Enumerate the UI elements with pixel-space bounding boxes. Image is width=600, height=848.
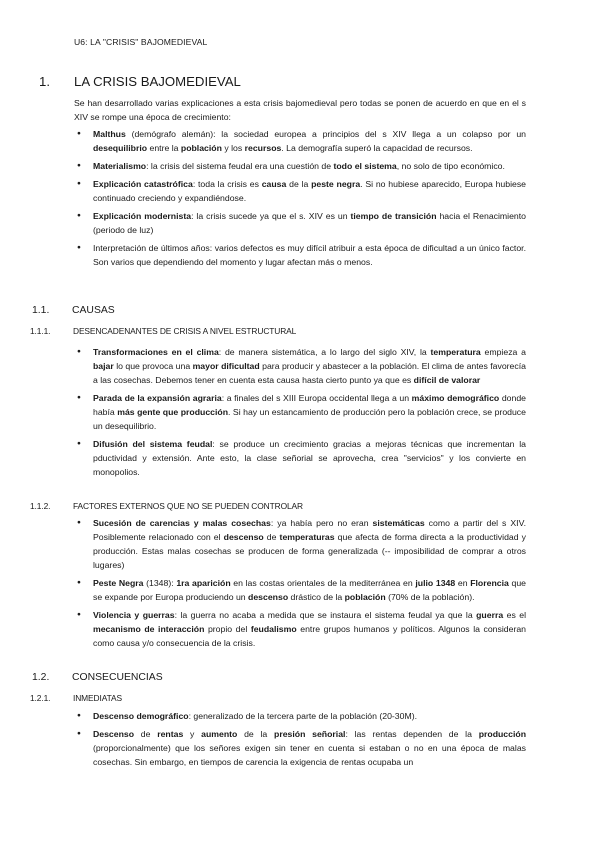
- external-factors-list: [93, 516, 526, 654]
- section-number: 1.1.1.: [30, 326, 51, 336]
- section-heading-1-2-1: [30, 693, 122, 703]
- section-heading-1-1-2: [30, 501, 303, 511]
- list-item: ● Sucesión de carencias y malas cosechas: ya había pero no eran sistemáticas como a partir del s XIV. Posiblemente relacionado con el descenso de temperaturas que afecta de forma directa a la productividad y producción. Estas malas cosechas se producen de forma generalizada (-- imposibilidad de comprar a otros lugares): [93, 516, 526, 572]
- list-item: ● Descenso de rentas y aumento de la presión señorial: las rentas dependen de la producción (proporcionalmente) que los señores exigen sin tener en cuenta si estaban o no en una época de malas cosechas. Sin embargo, en tiempos de carencia la exigencia de rentas ocupaba un: [93, 727, 526, 769]
- list-item: ● Explicación catastrófica: toda la crisis es causa de la peste negra. Si no hubiese aparecido, Europa hubiese continuado creciendo y expandiéndose.: [93, 177, 526, 205]
- list-item: ● Malthus (demógrafo alemán): la sociedad europea a principios del s XIV llega a un colapso por un desequilibrio entre la población y los recursos. La demografía superó la capacidad de recursos.: [93, 127, 526, 155]
- section-heading-1-1: [32, 305, 115, 316]
- section-title: DESENCADENANTES DE CRISIS A NIVEL ESTRUCTURAL: [73, 326, 297, 336]
- page-header: U6: LA "CRISIS" BAJOMEDIEVAL: [74, 37, 208, 47]
- section-number: 1.2.1.: [30, 693, 51, 703]
- section-number: 1.1.: [32, 305, 50, 316]
- structural-causes-list: [93, 345, 526, 483]
- list-item: ● Explicación modernista: la crisis sucede ya que el s. XIV es un tiempo de transición hacia el Renacimiento (periodo de luz): [93, 209, 526, 237]
- intro-paragraph: Se han desarrollado varias explicaciones a esta crisis bajomedieval pero todas se ponen de acuerdo en que en el s XIV se rompe una época de crecimiento:: [74, 98, 526, 122]
- section-number: 1.1.2.: [30, 501, 51, 511]
- section-heading-1-2: [32, 672, 163, 683]
- list-item: ● Descenso demográfico: generalizado de la tercera parte de la población (20-30M).: [93, 709, 526, 723]
- list-item: ● Interpretación de últimos años: varios defectos es muy difícil atribuir a esta época de dificultad a un único factor. Son varios que dependiendo del momento y lugar afectan más o menos.: [93, 241, 526, 269]
- list-item: ● Violencia y guerras: la guerra no acaba a medida que se instaura el sistema feudal ya que la guerra es el mecanismo de interacción propio del feudalismo entre grupos humanos y políticos. Algunos la consideran como causa y/o consecuencia de la crisis.: [93, 608, 526, 650]
- list-item: ● Difusión del sistema feudal: se produce un crecimiento gracias a mejoras técnicas que incrementan la pductividad y extensión. Ante esto, la clase señorial se aprovecha, crea "servicios" y los convierte en monopolios.: [93, 437, 526, 479]
- section-title: CAUSAS: [72, 305, 115, 316]
- list-item: ● Peste Negra (1348): 1ra aparición en las costas orientales de la mediterránea en julio 1348 en Florencia que se expande por Europa produciendo un descenso drástico de la población (70% de la población).: [93, 576, 526, 604]
- section-title: CONSECUENCIAS: [72, 672, 163, 683]
- list-item: ● Parada de la expansión agraria: a finales del s XIII Europa occidental llega a un máximo demográfico donde había más gente que producción. Si hay un estancamiento de producción pero la población crece, se produce un desequilibrio.: [93, 391, 526, 433]
- section-heading-1-1-1: [30, 326, 296, 336]
- section-title: INMEDIATAS: [73, 693, 122, 703]
- explanations-list: [93, 127, 526, 273]
- section-number: 1.: [39, 74, 50, 89]
- section-title: FACTORES EXTERNOS QUE NO SE PUEDEN CONTROLAR: [73, 501, 303, 511]
- list-item: ● Materialismo: la crisis del sistema feudal era una cuestión de todo el sistema, no solo de tipo económico.: [93, 159, 526, 173]
- immediate-consequences-list: [93, 709, 526, 773]
- section-title: LA CRISIS BAJOMEDIEVAL: [74, 74, 241, 89]
- section-heading-1: [39, 74, 241, 89]
- list-item: ● Transformaciones en el clima: de manera sistemática, a lo largo del siglo XIV, la temperatura empieza a bajar lo que provoca una mayor dificultad para producir y abastecer a la población. El clima de antes favorecía a las cosechas. Debemos tener en cuenta esta causa hasta cierto punto ya que es difícil de valorar: [93, 345, 526, 387]
- section-number: 1.2.: [32, 672, 50, 683]
